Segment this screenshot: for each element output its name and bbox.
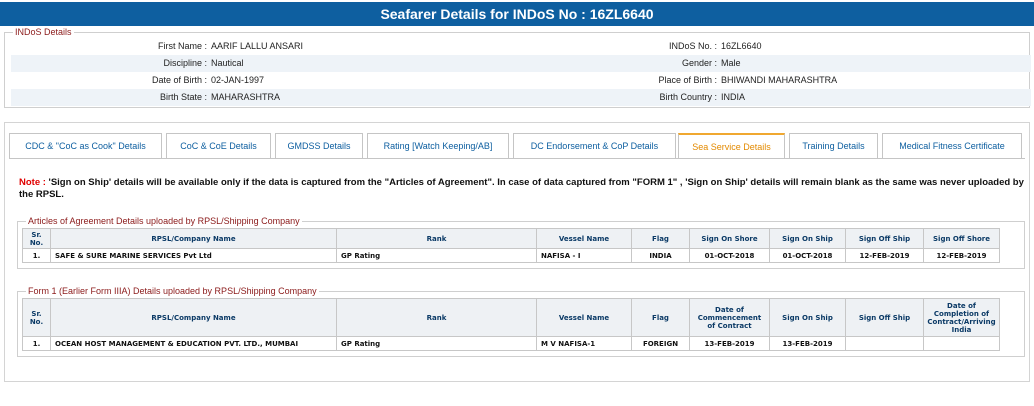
indos-details-legend: INDoS Details — [15, 27, 72, 37]
dob-value: 02-JAN-1997 — [211, 75, 265, 85]
form1-legend: Form 1 (Earlier Form IIIA) Details uploaded by RPSL/Shipping Company — [28, 286, 317, 296]
col-sign-on-shore: Sign On Shore — [690, 229, 770, 249]
indos-no-label: INDoS No. : — [668, 41, 717, 51]
col-sign-on-ship: Sign On Ship — [770, 229, 846, 249]
tab-rating-watch-keeping[interactable]: Rating [Watch Keeping/AB] — [367, 133, 509, 158]
cell-sr-no: 1. — [23, 249, 51, 263]
detail-row — [11, 72, 1031, 89]
detail-row — [11, 55, 1031, 72]
cell-sr-no: 1. — [23, 337, 51, 351]
note-text: 'Sign on Ship' details will be available only if the data is captured from the "Articles of Agreement". In case of data captured from "FORM 1" , 'Sign on Ship' details will remain blank as the same was never uploaded by the RPSL. — [19, 177, 1024, 200]
col-vessel-name: Vessel Name — [537, 229, 632, 249]
note-label: Note : — [19, 177, 46, 188]
col-date-commencement: Date of Commencement of Contract — [690, 299, 770, 337]
table-header — [23, 229, 1000, 249]
cell-date-completion — [924, 337, 1000, 351]
discipline-label: Discipline : — [163, 58, 207, 68]
col-sr-no: Sr. No. — [23, 299, 51, 337]
indos-details-panel — [4, 27, 1030, 108]
cell-sign-off-ship: 12-FEB-2019 — [846, 249, 924, 263]
tab-gmdss-details[interactable]: GMDSS Details — [275, 133, 363, 158]
cell-vessel-name: M V NAFISA-1 — [537, 337, 632, 351]
form1-section — [17, 286, 1025, 357]
articles-section — [17, 216, 1025, 269]
table-row — [23, 249, 1000, 263]
cell-rank: GP Rating — [337, 337, 537, 351]
first-name-value: AARIF LALLU ANSARI — [211, 41, 304, 51]
tab-cdc-details[interactable]: CDC & "CoC as Cook" Details — [9, 133, 162, 158]
col-sign-off-ship: Sign Off Ship — [846, 229, 924, 249]
tab-dc-endorsement[interactable]: DC Endorsement & CoP Details — [513, 133, 676, 158]
col-sign-off-ship: Sign Off Ship — [846, 299, 924, 337]
col-flag: Flag — [632, 229, 690, 249]
col-vessel-name: Vessel Name — [537, 299, 632, 337]
tab-training-details[interactable]: Training Details — [789, 133, 878, 158]
birth-state-value: MAHARASHTRA — [211, 92, 281, 102]
form1-table — [22, 298, 1000, 351]
col-company-name: RPSL/Company Name — [51, 229, 337, 249]
cell-rank: GP Rating — [337, 249, 537, 263]
cell-flag: FOREIGN — [632, 337, 690, 351]
articles-legend: Articles of Agreement Details uploaded by RPSL/Shipping Company — [28, 216, 300, 226]
col-rank: Rank — [337, 299, 537, 337]
col-company-name: RPSL/Company Name — [51, 299, 337, 337]
col-sign-off-shore: Sign Off Shore — [924, 229, 1000, 249]
discipline-value: Nautical — [211, 58, 244, 68]
page-title: Seafarer Details for INDoS No : 16ZL6640 — [0, 2, 1034, 26]
sign-on-note — [19, 177, 1024, 201]
indos-no-value: 16ZL6640 — [721, 41, 762, 51]
col-rank: Rank — [337, 229, 537, 249]
place-of-birth-label: Place of Birth : — [658, 75, 717, 85]
detail-row — [11, 89, 1031, 106]
table-header — [23, 299, 1000, 337]
cell-sign-on-ship: 01-OCT-2018 — [770, 249, 846, 263]
cell-sign-on-ship: 13-FEB-2019 — [770, 337, 846, 351]
tab-coc-coe-details[interactable]: CoC & CoE Details — [166, 133, 271, 158]
birth-country-value: INDIA — [721, 92, 746, 102]
birth-country-label: Birth Country : — [659, 92, 717, 102]
gender-value: Male — [721, 58, 741, 68]
tab-sea-service-details[interactable]: Sea Service Details — [678, 133, 785, 158]
cell-sign-on-shore: 01-OCT-2018 — [690, 249, 770, 263]
tab-divider — [9, 158, 1025, 159]
detail-row — [11, 38, 1031, 55]
first-name-label: First Name : — [157, 41, 207, 51]
cell-date-commencement: 13-FEB-2019 — [690, 337, 770, 351]
place-of-birth-value: BHIWANDI MAHARASHTRA — [721, 75, 838, 85]
cell-company-name: OCEAN HOST MANAGEMENT & EDUCATION PVT. LTD., MUMBAI — [51, 337, 337, 351]
col-sr-no: Sr. No. — [23, 229, 51, 249]
col-sign-on-ship: Sign On Ship — [770, 299, 846, 337]
tab-medical-fitness[interactable]: Medical Fitness Certificate — [882, 133, 1022, 158]
col-date-completion: Date of Completion of Contract/Arriving India — [924, 299, 1000, 337]
cell-company-name: SAFE & SURE MARINE SERVICES Pvt Ltd — [51, 249, 337, 263]
details-tab-panel — [4, 122, 1030, 382]
cell-sign-off-ship — [846, 337, 924, 351]
cell-vessel-name: NAFISA - I — [537, 249, 632, 263]
table-row — [23, 337, 1000, 351]
cell-flag: INDIA — [632, 249, 690, 263]
birth-state-label: Birth State : — [159, 92, 207, 102]
gender-label: Gender : — [681, 58, 717, 68]
dob-label: Date of Birth : — [151, 75, 207, 85]
articles-table — [22, 228, 1000, 263]
col-flag: Flag — [632, 299, 690, 337]
cell-sign-off-shore: 12-FEB-2019 — [924, 249, 1000, 263]
